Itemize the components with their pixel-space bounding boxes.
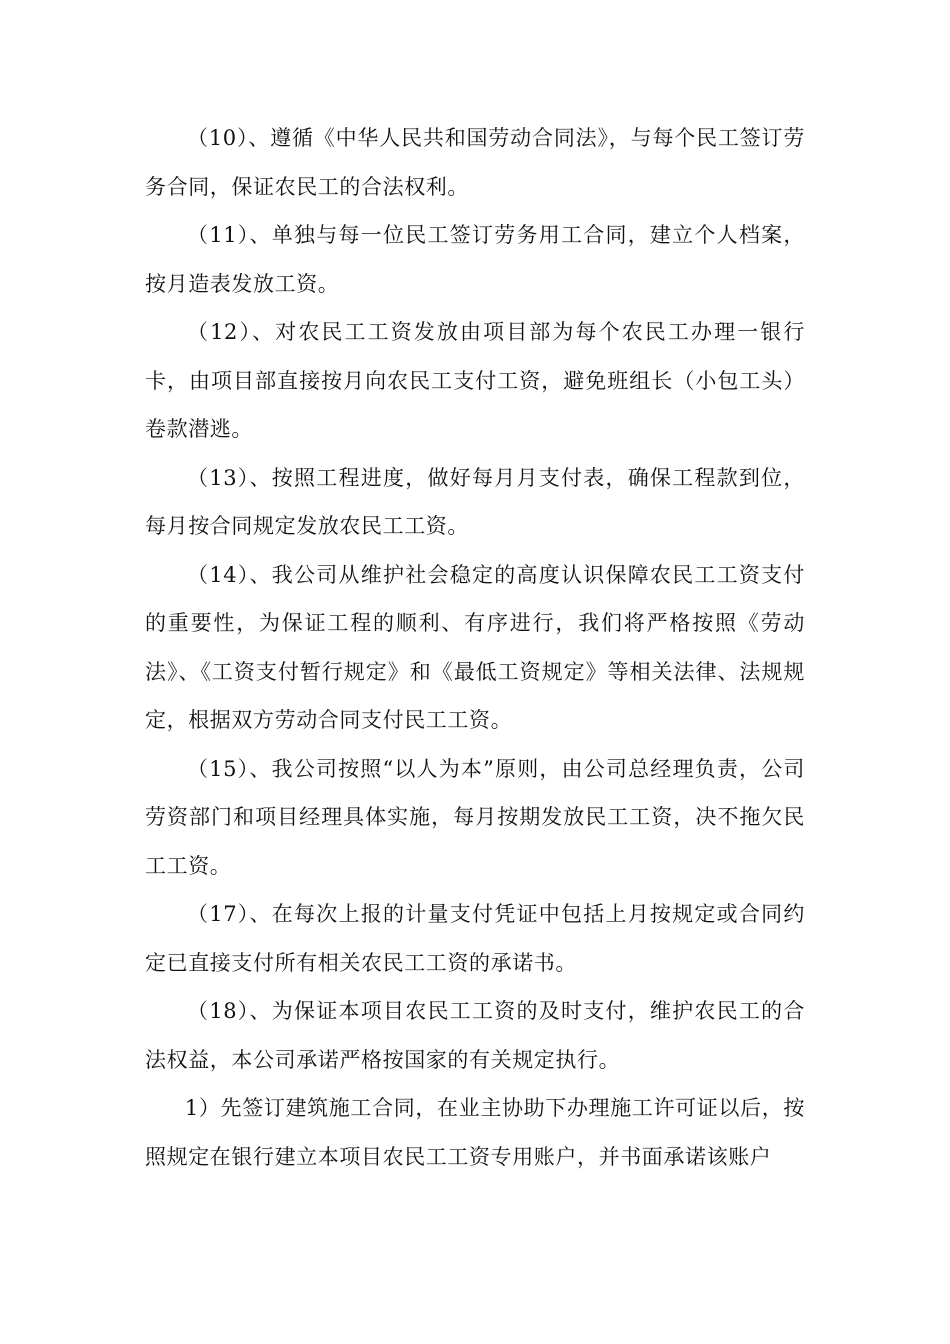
paragraph-12: （12）、对农民工工资发放由项目部为每个农民工办理一银行卡，由项目部直接按月向农民工支付工资，避免班组长（小包工头）卷款潜逃。 <box>145 320 805 441</box>
paragraph-10: （10）、遵循《中华人民共和国劳动合同法》，与每个民工签订劳务合同，保证农民工的合法权利。 <box>145 126 805 199</box>
paragraph-11: （11）、单独与每一位民工签订劳务用工合同，建立个人档案，按月造表发放工资。 <box>145 223 805 296</box>
sub-item-1: 1）先签订建筑施工合同，在业主协助下办理施工许可证以后，按照规定在银行建立本项目农民工工资专用账户，并书面承诺该账户 <box>145 1096 805 1169</box>
document-body <box>145 114 805 1181</box>
paragraph-14: （14）、我公司从维护社会稳定的高度认识保障农民工工资支付的重要性，为保证工程的顺利、有序进行，我们将严格按照《劳动法》、《工资支付暂行规定》和《最低工资规定》等相关法律、法规规定，根据双方劳动合同支付民工工资。 <box>145 562 805 732</box>
paragraph-18: （18）、为保证本项目农民工工资的及时支付，维护农民工的合法权益，本公司承诺严格按国家的有关规定执行。 <box>145 999 805 1072</box>
paragraph-15: （15）、我公司按照“以人为本”原则，由公司总经理负责，公司劳资部门和项目经理具体实施，每月按期发放民工工资，决不拖欠民工工资。 <box>145 756 805 878</box>
paragraph-13: （13）、按照工程进度，做好每月月支付表，确保工程款到位，每月按合同规定发放农民工工资。 <box>145 465 805 538</box>
paragraph-17: （17）、在每次上报的计量支付凭证中包括上月按规定或合同约定已直接支付所有相关农民工工资的承诺书。 <box>145 902 805 975</box>
